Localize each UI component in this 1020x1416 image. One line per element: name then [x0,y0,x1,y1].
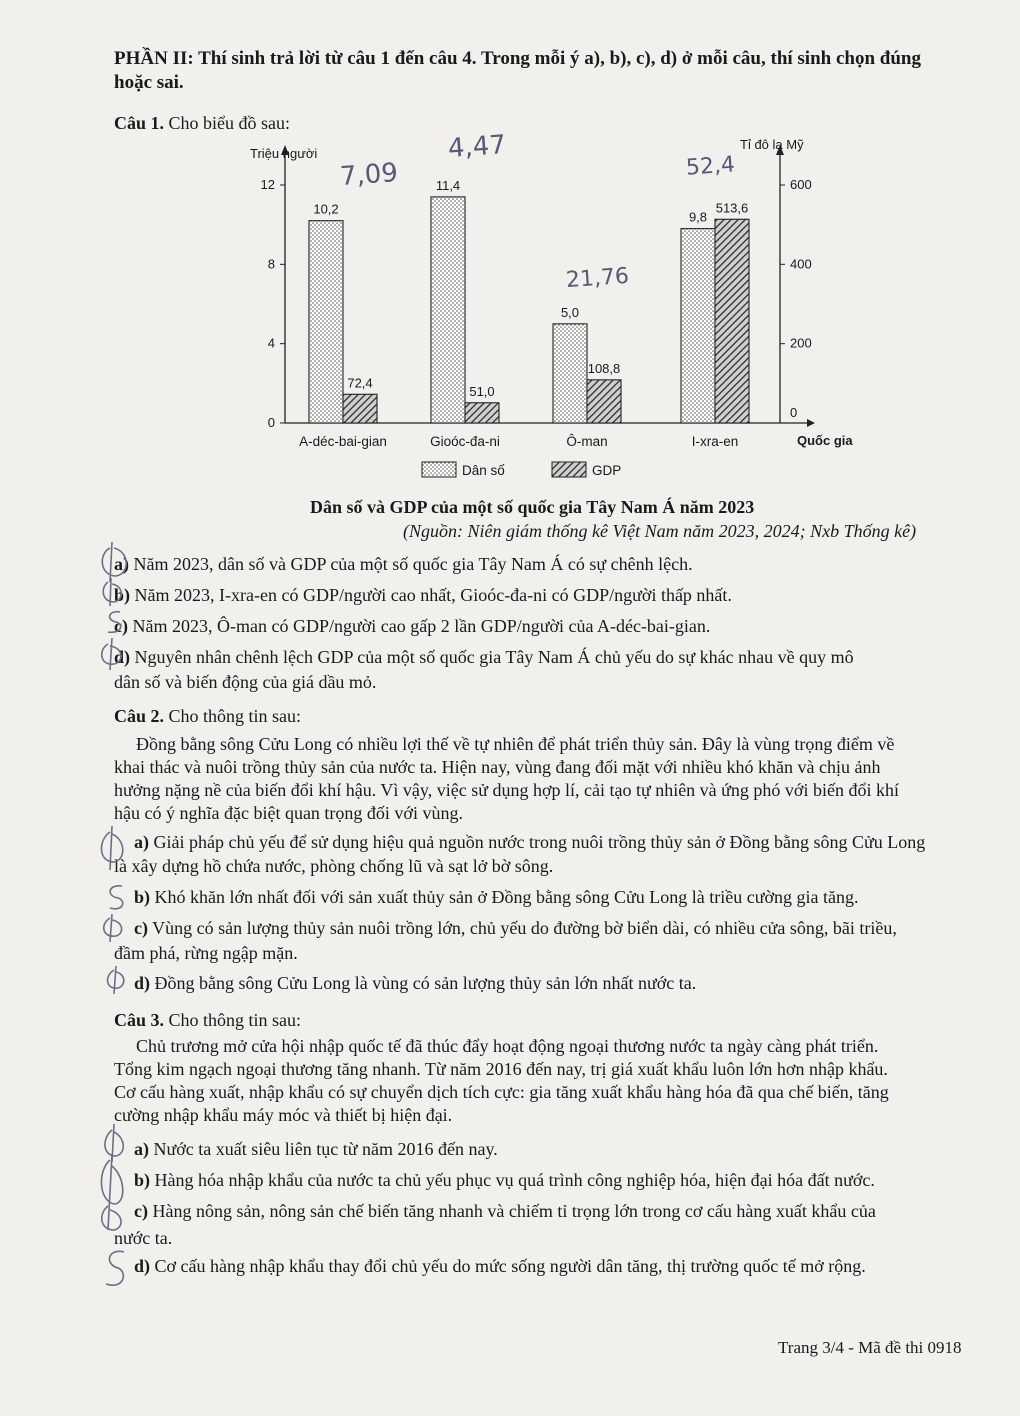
q1-item-a: a) Năm 2023, dân số và GDP của một số quốc gia Tây Nam Á có sự chênh lệch. [114,554,693,574]
x-tick-label: Gioóc-đa-ni [430,434,500,449]
q1-item-c: c) Năm 2023, Ô-man có GDP/người cao gấp 2 lần GDP/người của A-déc-bai-gian. [114,616,711,636]
q2-item-d: d) Đồng bằng sông Cửu Long là vùng có sản lượng thủy sản lớn nhất nước ta. [134,973,697,993]
bar-population-label: 11,4 [435,177,461,193]
bar-gdp [465,403,499,423]
x-axis-arrow [807,419,815,427]
handwritten-note-3: 21,76 [565,263,630,294]
q3-item-b: b) Hàng hóa nhập khẩu của nước ta chủ yếu phục vụ quá trình công nghiệp hóa, hiện đại hóa đất nước. [134,1170,875,1190]
q2-para-line4: hậu có ý nghĩa đặc biệt quan trọng đối với vùng. [114,803,463,823]
mark-q3a [105,1124,123,1162]
y-right-tick-label: 400 [790,256,812,272]
bar-gdp [715,219,749,423]
legend-population-label: Dân số [462,463,505,478]
mark-q1d [102,638,121,670]
q1-item-d-cont: dân số và biến động của giá dầu mỏ. [114,672,377,692]
q2-para-line1: Đồng bằng sông Cửu Long có nhiều lợi thế về tự nhiên để phát triển thủy sản. Đây là vùng trọng điểm về [136,734,895,754]
mark-q3d [106,1251,124,1285]
part-heading-cont: hoặc sai. [114,72,184,93]
part-heading: PHẦN II: Thí sinh trả lời từ câu 1 đến câu 4. Trong mỗi ý a), b), c), d) ở mỗi câu, thí sinh chọn đúng [114,48,921,69]
bar-gdp-label: 51,0 [469,383,495,399]
x-axis-label: Quốc gia [797,433,853,448]
bar-gdp-label: 72,4 [347,375,373,391]
legend-population-swatch [422,462,456,477]
q2-item-a-cont: là xây dựng hồ chứa nước, phòng chống lũ và sạt lở bờ sông. [114,856,554,876]
q2-heading: Câu 2. Cho thông tin sau: [114,706,302,726]
chart-source: (Nguồn: Niên giám thống kê Việt Nam năm 2023, 2024; Nxb Thống kê) [403,521,917,541]
q1-item-d: d) Nguyên nhân chênh lệch GDP của một số quốc gia Tây Nam Á chủ yếu do sự khác nhau về quy mô [114,647,854,667]
q2-item-c: c) Vùng có sản lượng thủy sản nuôi trồng lớn, chủ yếu do đường bờ biển dài, có nhiều cửa sông, bãi triều, [134,918,897,938]
q3-para-line1: Chủ trương mở cửa hội nhập quốc tế đã thúc đẩy hoạt động ngoại thương nước ta ngày càng phát triển. [136,1036,879,1056]
bar-population [309,221,343,423]
chart-title: Dân số và GDP của một số quốc gia Tây Nam Á năm 2023 [310,497,755,517]
mark-q2a [101,826,122,870]
y-left-tick-label: 0 [267,415,275,430]
q3-heading: Câu 3. Cho thông tin sau: [114,1010,302,1030]
x-tick-label: I-xra-en [691,434,739,449]
mark-q1c [108,612,121,633]
population-gdp-chart [240,130,880,490]
y-axis-left-label: Triệu người [250,146,318,161]
y-left-tick-label: 12 [260,177,275,192]
mark-q1a [102,542,126,582]
bar-gdp [587,380,621,423]
mark-q3c [102,1206,121,1230]
q3-para-line2: Tổng kim ngạch ngoại thương tăng nhanh. Từ năm 2016 đến nay, trị giá xuất khẩu luôn lớn hơn nhập khẩu. [114,1059,888,1079]
mark-q3b [101,1154,122,1230]
y-axis-right-label: Tỉ đô la Mỹ [740,137,804,152]
q2-para-line2: khai thác và nuôi trồng thủy sản của nước ta. Hiện nay, vùng đang đối mặt với nhiều khó khăn và chịu ảnh [114,757,881,777]
mark-q2d [108,966,124,994]
bar-population-label: 5,0 [560,304,580,320]
bar-population [681,229,715,423]
q2-item-b: b) Khó khăn lớn nhất đối với sản xuất thủy sản ở Đồng bằng sông Cửu Long là triều cường gia tăng. [134,887,859,907]
q3-item-c-cont: nước ta. [114,1228,173,1248]
y-right-tick-label: 0 [790,405,798,420]
margin-marks [90,540,140,1300]
q1-item-b: b) Năm 2023, I-xra-en có GDP/người cao nhất, Gioóc-đa-ni có GDP/người thấp nhất. [114,585,732,605]
q1-heading: Câu 1. Cho biểu đồ sau: [114,113,291,133]
q2-item-c-cont: đầm phá, rừng ngập mặn. [114,943,298,963]
mark-q1b [103,578,121,606]
y-left-tick-label: 8 [267,256,275,272]
bar-gdp [343,394,377,423]
y-right-tick-label: 600 [790,177,812,192]
bar-gdp-label: 108,8 [587,360,621,376]
page-footer: Trang 3/4 - Mã đề thi 0918 [778,1338,962,1357]
handwritten-note-4: 52,4 [685,152,736,181]
bar-population [553,324,587,423]
y-left-tick-label: 4 [267,335,275,351]
q3-item-c: c) Hàng nông sản, nông sản chế biến tăng nhanh và chiếm tỉ trọng lớn trong cơ cấu hàng xuất khẩu của [134,1201,876,1221]
q2-para-line3: hưởng nặng nề của biến đổi khí hậu. Vì vậy, việc sử dụng hợp lí, cải tạo tự nhiên và ứng phó với biến đổi khí [114,780,899,800]
legend-gdp-label: GDP [592,463,622,478]
handwritten-note-2: 4,47 [447,130,507,164]
q3-item-a: a) Nước ta xuất siêu liên tục từ năm 2016 đến nay. [134,1139,498,1159]
q3-item-d: d) Cơ cấu hàng nhập khẩu thay đổi chủ yếu do mức sống người dân tăng, thị trường quốc tế mở rộng. [134,1256,866,1276]
mark-q2c [104,914,122,942]
q2-item-a: a) Giải pháp chủ yếu để sử dụng hiệu quả nguồn nước trong nuôi trồng thủy sản ở Đồng bằng sông Cửu Long [134,832,926,852]
bar-population-label: 10,2 [313,201,339,217]
q3-para-line3: Cơ cấu hàng xuất, nhập khẩu có sự chuyển dịch tích cực: gia tăng xuất khẩu hàng hóa đã qua chế biến, tăng [114,1082,889,1102]
bar-gdp-label: 513,6 [715,200,749,216]
handwritten-note-1: 7,09 [339,158,399,192]
bar-population [431,197,465,423]
x-tick-label: A-déc-bai-gian [299,434,387,449]
q3-para-line4: cường nhập khẩu máy móc và thiết bị hiện đại. [114,1105,453,1125]
x-tick-label: Ô-man [566,434,608,449]
legend-gdp-swatch [552,462,586,477]
bar-population-label: 9,8 [688,209,708,225]
mark-q2b [110,886,123,909]
y-right-tick-label: 200 [790,335,812,351]
